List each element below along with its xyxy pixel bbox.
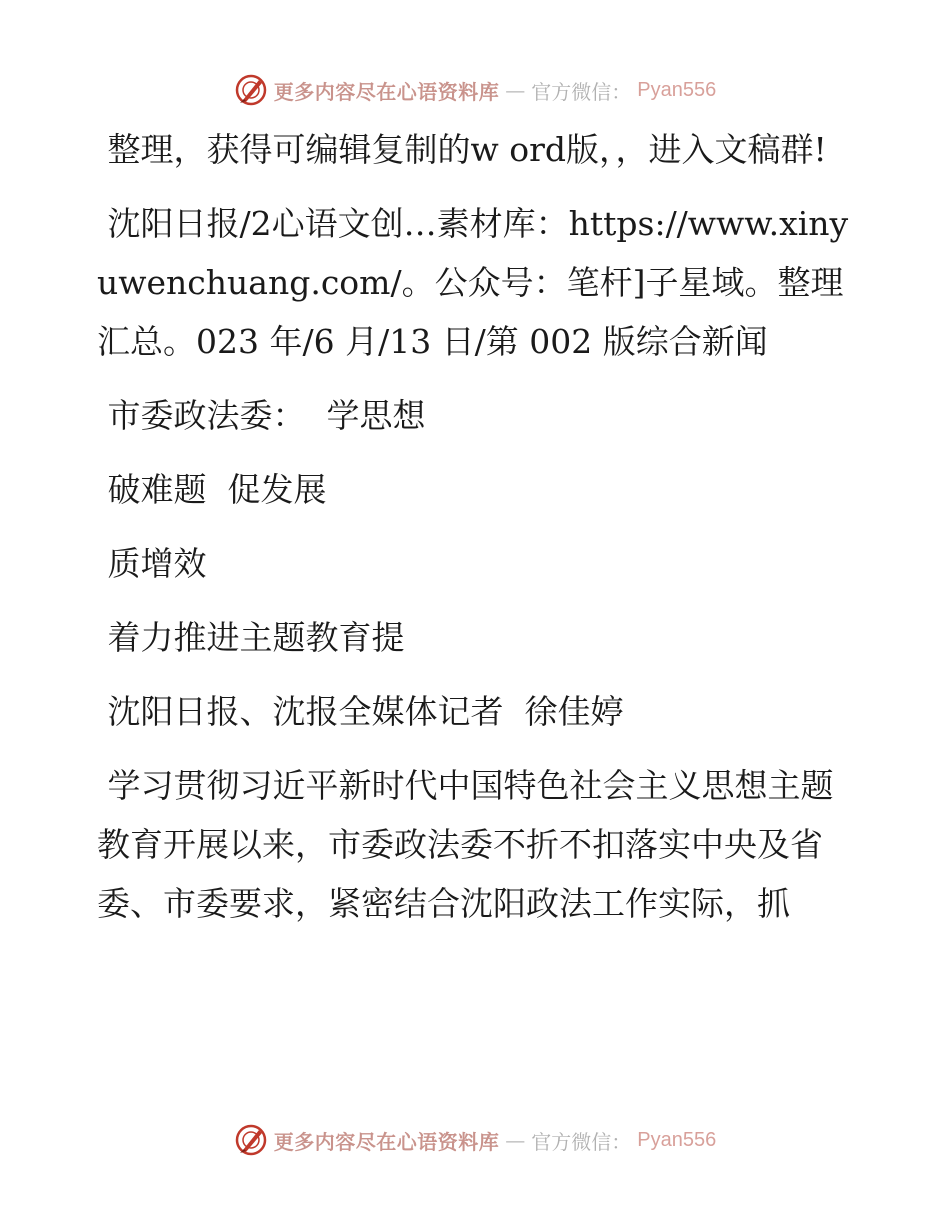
banner-wechat-label: 官方微信： [531, 1129, 632, 1154]
banner-wechat-label: 官方微信： [531, 79, 632, 104]
banner-wechat-id: Pyan556 [637, 78, 717, 101]
banner-site-text: 更多内容尽在心语资料库 [273, 1129, 500, 1154]
header-banner [0, 70, 950, 110]
article-byline: 沈阳日报、沈报全媒体记者 徐佳婷 [97, 692, 624, 731]
banner-site-text: 更多内容尽在心语资料库 [273, 79, 500, 104]
footer-banner [0, 1120, 950, 1160]
body-paragraph-source: 沈阳日报/2心语文创…素材库：https://www.xinyuwenchuang.com/。公众号：笔杆]子星域。整理汇总。023 年/6 月/13 日/第 002 版综合新闻 [97, 204, 849, 361]
banner-separator: — [505, 78, 526, 102]
article-headline-line-1: 市委政法委： 学思想 [97, 396, 426, 435]
article-headline-line-4: 着力推进主题教育提 [97, 618, 405, 657]
brush-logo-icon [234, 1123, 268, 1157]
brush-logo-icon [234, 73, 268, 107]
article-headline-line-3: 质增效 [97, 544, 207, 583]
banner-wechat-id: Pyan556 [637, 1128, 717, 1151]
document-body [97, 120, 857, 948]
banner-separator: — [505, 1128, 526, 1152]
body-paragraph-intro: 整理，获得可编辑复制的w ord版，，进入文稿群! [97, 130, 827, 169]
body-paragraph-lead: 学习贯彻习近平新时代中国特色社会主义思想主题教育开展以来，市委政法委不折不扣落实中央及省委、市委要求，紧密结合沈阳政法工作实际，抓 [97, 766, 834, 923]
article-headline-line-2: 破难题 促发展 [97, 470, 327, 509]
